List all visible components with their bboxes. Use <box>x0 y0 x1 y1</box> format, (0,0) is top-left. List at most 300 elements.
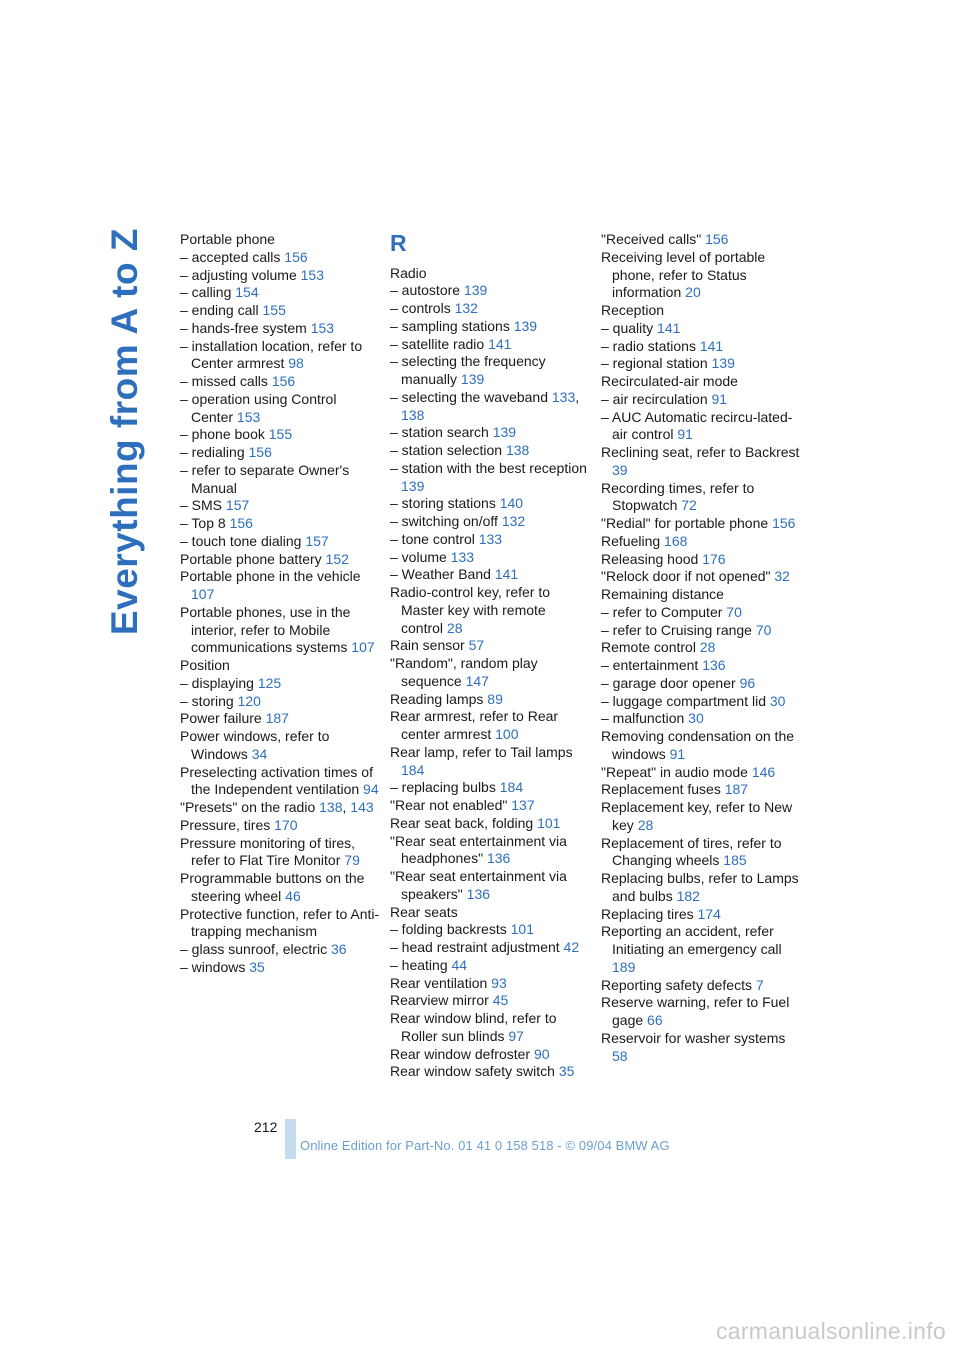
index-entry-text: Pressure, tires <box>180 816 271 833</box>
index-entry <box>390 1046 590 1064</box>
index-entry-text: – glass sunroof, electric <box>180 941 328 957</box>
page-reference-link[interactable]: 184 <box>401 761 425 778</box>
page-reference-link[interactable]: 28 <box>446 619 463 636</box>
index-entry <box>390 442 590 460</box>
page-reference-link[interactable]: 91 <box>669 745 686 762</box>
index-entry <box>180 533 380 551</box>
page-reference-link[interactable]: 101 <box>537 814 561 831</box>
index-entry <box>180 551 380 569</box>
index-entry-text: – autostore <box>390 282 461 299</box>
index-entry-text: – operation using Control Center <box>180 390 337 425</box>
page-number: 212 <box>254 1119 278 1135</box>
page-reference-link[interactable]: 168 <box>664 532 688 549</box>
page-reference-link[interactable]: 141 <box>488 335 512 352</box>
index-entry <box>390 531 590 549</box>
index-entry <box>390 1010 590 1046</box>
index-entry <box>180 941 380 959</box>
index-entry-text: – selecting the waveband <box>390 388 548 405</box>
index-entry <box>390 282 590 300</box>
index-entry-text: – Weather Band <box>390 566 491 583</box>
index-column-1 <box>180 231 380 977</box>
side-section-title-wrap <box>100 228 150 636</box>
index-entry <box>601 781 801 799</box>
index-entry <box>601 391 801 409</box>
index-entry-text: "Random", random play sequence <box>390 655 538 689</box>
index-entry-text: Replacement fuses <box>601 781 721 798</box>
index-entry <box>601 249 801 302</box>
index-entry-text: Replacing tires <box>601 905 694 922</box>
page-reference-link[interactable]: 70 <box>755 621 772 638</box>
index-entry-text: – accepted calls <box>180 248 281 265</box>
page-reference-link[interactable]: 146 <box>751 763 776 780</box>
index-entry <box>180 515 380 533</box>
page-reference-link[interactable]: 156 <box>705 231 729 247</box>
index-entry-text: – regional station <box>601 355 708 372</box>
index-entry-text: – controls <box>390 300 451 316</box>
index-entry-text: – radio stations <box>601 337 696 354</box>
index-entry <box>390 779 590 797</box>
index-entry-text: – garage door opener <box>601 674 736 691</box>
page-reference-link[interactable]: 125 <box>257 674 282 691</box>
index-entry <box>390 353 590 389</box>
index-entry-text: – Top 8 <box>180 515 226 531</box>
index-entry <box>390 921 590 939</box>
index-entry <box>601 551 801 569</box>
index-entry-text: – selecting the frequency manually <box>390 353 546 387</box>
index-entry-text: Rear ventilation <box>390 974 488 991</box>
page-reference-link[interactable]: 91 <box>677 426 693 443</box>
index-entry-text: Receiving level of portable phone, refer to Status information <box>601 248 766 301</box>
index-entry-text: Reservoir for washer systems <box>601 1029 786 1046</box>
index-entry <box>601 977 801 995</box>
index-entry <box>180 728 380 764</box>
index-entry <box>180 710 380 728</box>
index-entry-text: – satellite radio <box>390 335 485 352</box>
index-entry <box>601 906 801 924</box>
page-reference-link[interactable]: 93 <box>491 974 507 991</box>
page-reference-link[interactable]: 91 <box>711 390 728 407</box>
index-entry <box>180 302 380 320</box>
index-entry-text: – redialing <box>180 444 245 460</box>
page-reference-link[interactable]: 97 <box>508 1027 524 1044</box>
index-entry <box>601 409 801 445</box>
index-entry-text: – calling <box>180 284 232 301</box>
footer-edition-note: Online Edition for Part-No. 01 41 0 158 518 - © 09/04 BMW AG <box>300 1138 670 1153</box>
page-reference-link[interactable]: 98 <box>288 355 304 372</box>
index-entry-text: "Presets" on the radio <box>180 799 316 815</box>
page-reference-link[interactable]: 100 <box>495 726 519 742</box>
index-entry-text: Portable phone in the vehicle <box>180 568 361 585</box>
index-entry <box>390 815 590 833</box>
page-reference-link[interactable]: 46 <box>285 887 301 904</box>
page-reference-link[interactable]: 155 <box>262 302 286 318</box>
index-entry-text: – entertainment <box>601 657 699 673</box>
index-entry-text: Protective function, refer to Anti-trapping mechanism <box>180 905 380 940</box>
index-entry <box>180 764 380 800</box>
page-reference-link[interactable]: 107 <box>191 586 215 602</box>
index-entry <box>180 870 380 906</box>
index-entry <box>601 604 801 622</box>
page-reference-link[interactable]: 30 <box>688 710 704 727</box>
page-reference-link[interactable]: 156 <box>229 515 253 531</box>
page-reference-link[interactable]: 136 <box>486 850 511 867</box>
index-entry <box>601 693 801 711</box>
index-entry-text: Radio <box>390 264 427 281</box>
page-reference-link[interactable]: 89 <box>487 690 503 707</box>
index-entry <box>601 710 801 728</box>
index-entry-text: – hands-free system <box>180 319 307 336</box>
page-reference-link[interactable]: 139 <box>463 282 488 299</box>
index-entry-text: – air recirculation <box>601 390 708 407</box>
page-reference-link[interactable]: 133 <box>478 530 503 547</box>
index-entry <box>601 568 801 586</box>
page-reference-link[interactable]: 90 <box>533 1045 550 1062</box>
index-entry-text: – luggage compartment lid <box>601 692 766 709</box>
index-entry <box>390 336 590 354</box>
page-reference-link[interactable]: 36 <box>330 941 347 957</box>
page-reference-link[interactable]: 137 <box>511 797 535 813</box>
index-entry-text: Portable phone <box>180 231 275 247</box>
index-entry-text: – head restraint adjustment <box>390 939 560 955</box>
index-entry <box>390 833 590 869</box>
page-reference-link[interactable]: 152 <box>325 550 349 567</box>
index-entry-text: – volume <box>390 548 447 565</box>
index-entry <box>180 693 380 711</box>
index-entry <box>390 868 590 904</box>
page-reference-link[interactable]: 132 <box>454 300 478 316</box>
index-entry <box>601 302 801 320</box>
index-entry-text: – adjusting volume <box>180 266 297 283</box>
page-reference-link[interactable]: 170 <box>274 816 298 833</box>
page-reference-link[interactable]: 32 <box>774 568 790 585</box>
index-entry-text: Rear seat back, folding <box>390 814 534 831</box>
index-letter-heading: R <box>390 230 407 256</box>
index-entry <box>390 1063 590 1081</box>
page-reference-link[interactable]: 156 <box>772 515 796 531</box>
page-reference-link[interactable]: 96 <box>739 674 756 691</box>
page-reference-link[interactable]: 101 <box>510 921 534 938</box>
index-entry <box>180 657 380 675</box>
index-entry <box>601 1030 801 1066</box>
page-reference-link[interactable]: 39 <box>612 461 628 478</box>
page-reference-link[interactable]: 57 <box>468 637 485 654</box>
index-entry-text: – windows <box>180 958 246 975</box>
index-entry <box>390 460 590 496</box>
page-reference-link[interactable]: 176 <box>702 550 726 567</box>
index-entry <box>390 744 590 780</box>
index-entry-text: Reporting an accident, refer Initiating an emergency call <box>601 923 782 957</box>
page-reference-link[interactable]: 136 <box>466 885 491 902</box>
page-reference-link[interactable]: 133 <box>450 548 475 565</box>
index-entry <box>390 691 590 709</box>
page-reference-link[interactable]: 7 <box>755 976 764 993</box>
index-entry-text: – missed calls <box>180 373 268 389</box>
index-entry-text: Rear window defroster <box>390 1045 531 1062</box>
index-entry <box>601 639 801 657</box>
page-reference-link[interactable]: 139 <box>401 477 425 494</box>
page-reference-link[interactable]: 70 <box>726 603 742 620</box>
page-reference-link[interactable]: 35 <box>249 958 265 975</box>
side-section-title: Everything from A to Z <box>104 228 145 636</box>
page-reference-link[interactable]: 138 <box>319 799 343 815</box>
index-entry-text: Replacement key, refer to New key <box>601 799 793 833</box>
index-entry <box>601 675 801 693</box>
page-reference-link[interactable]: 155 <box>268 426 293 443</box>
index-entry-text: – switching on/off <box>390 513 498 529</box>
index-entry <box>390 424 590 442</box>
footer-accent-bar <box>285 1119 296 1159</box>
index-entry-text: – tone control <box>390 530 475 547</box>
index-entry-text: Portable phone battery <box>180 550 322 567</box>
page-reference-link[interactable]: 139 <box>492 424 517 441</box>
page-reference-link[interactable]: 132 <box>501 513 526 529</box>
index-entry-text: – station search <box>390 424 489 441</box>
index-entry <box>601 231 801 249</box>
index-entry-text: "Relock door if not opened" <box>601 568 771 585</box>
index-entry-text: Power failure <box>180 710 262 727</box>
page-reference-link[interactable]: 156 <box>271 373 296 389</box>
index-entry-text: Reserve warning, refer to Fuel gage <box>601 994 790 1028</box>
index-entry-text: – ending call <box>180 302 259 318</box>
page-reference-link[interactable]: 157 <box>305 532 329 549</box>
page-reference-link[interactable]: 189 <box>612 958 636 975</box>
page-reference-link[interactable]: 34 <box>251 745 268 762</box>
index-entry <box>390 318 590 336</box>
index-entry-text: Rearview mirror <box>390 992 489 1009</box>
index-entry <box>601 355 801 373</box>
index-entry-text: Preselecting activation times of the Independent ventilation <box>180 763 373 798</box>
index-entry-text: Releasing hood <box>601 550 699 567</box>
index-entry-text: – refer to Cruising range <box>601 621 752 638</box>
index-entry-text: Reception <box>601 302 665 318</box>
index-entry <box>180 568 380 604</box>
index-entry <box>180 497 380 515</box>
index-entry-text: Replacing bulbs, refer to Lamps and bulbs <box>601 870 799 904</box>
index-entry-text: – replacing bulbs <box>390 779 496 796</box>
index-entry <box>601 835 801 871</box>
index-entry-text: – quality <box>601 319 654 336</box>
index-entry <box>601 923 801 976</box>
index-entry: "Presets" on the radio 138, 143 <box>180 799 374 815</box>
index-entry-text: Recording times, refer to Stopwatch <box>601 479 755 514</box>
index-entry <box>390 300 590 318</box>
page-reference-link[interactable]: 157 <box>225 497 250 514</box>
page-reference-link[interactable]: 143 <box>350 799 374 815</box>
index-entry <box>180 444 380 462</box>
index-entry-text: Reporting safety defects <box>601 976 752 993</box>
index-entry <box>390 957 590 975</box>
index-entry-text: "Rear seat entertainment via headphones" <box>390 832 567 867</box>
page-reference-link[interactable]: 30 <box>769 692 786 709</box>
index-entry-text: – heating <box>390 956 448 973</box>
index-entry <box>180 426 380 444</box>
index-entry-text: – sampling stations <box>390 317 510 334</box>
index-entry <box>601 728 801 764</box>
index-entry <box>180 959 380 977</box>
page-reference-link[interactable]: 94 <box>363 781 379 798</box>
index-entry <box>390 584 590 637</box>
index-entry <box>601 586 801 604</box>
page-reference-link[interactable]: 44 <box>451 956 468 973</box>
index-entry-text: Rain sensor <box>390 637 465 654</box>
page-reference-link[interactable]: 147 <box>465 672 489 689</box>
index-entry <box>601 622 801 640</box>
index-entry-text: Reading lamps <box>390 690 484 707</box>
index-column-2 <box>390 231 590 1081</box>
page-reference-link[interactable]: 141 <box>494 566 519 583</box>
page-reference-link[interactable]: 120 <box>237 692 261 709</box>
index-entry: – selecting the waveband 133, 138 <box>390 388 580 423</box>
index-entry-text: – folding backrests <box>390 921 507 938</box>
index-entry <box>180 817 380 835</box>
page-reference-link[interactable]: 184 <box>499 779 524 796</box>
page-reference-link[interactable]: 140 <box>499 495 524 512</box>
page-reference-link[interactable]: 66 <box>647 1012 663 1028</box>
index-entry-text: – station selection <box>390 442 503 458</box>
index-entry <box>390 655 590 691</box>
index-entry <box>180 604 380 657</box>
index-entry <box>601 870 801 906</box>
index-entry-text: Remote control <box>601 639 696 656</box>
index-entry <box>390 495 590 513</box>
index-entry-text: Position <box>180 657 230 673</box>
index-entry-text: Rear seats <box>390 903 458 920</box>
index-entry-text: Radio-control key, refer to Master key with remote control <box>390 584 551 636</box>
index-entry-text: – installation location, refer to Center armrest <box>180 337 363 372</box>
index-entry-text: Remaining distance <box>601 586 724 602</box>
index-entry <box>180 373 380 391</box>
index-entry <box>601 338 801 356</box>
index-column-3 <box>601 231 801 1065</box>
index-entry <box>601 515 801 533</box>
index-entry <box>390 939 590 957</box>
page-reference-link[interactable]: 153 <box>236 408 261 425</box>
index-entry <box>180 231 380 249</box>
index-entry <box>180 462 380 498</box>
index-entry <box>180 391 380 427</box>
page-reference-link[interactable]: 139 <box>460 371 485 387</box>
index-entry <box>390 513 590 531</box>
index-entry <box>601 657 801 675</box>
index-entry-text: – SMS <box>180 497 223 514</box>
page-reference-link[interactable]: 107 <box>351 639 375 656</box>
index-entry-text: – storing stations <box>390 495 496 512</box>
page-reference-link[interactable]: 136 <box>702 657 726 673</box>
index-entry-text: Removing condensation on the windows <box>601 728 795 762</box>
page-reference-link[interactable]: 187 <box>265 710 289 727</box>
index-entry-text: – storing <box>180 692 234 709</box>
index-entry-text: – displaying <box>180 674 254 691</box>
index-entry-text: "Rear seat entertainment via speakers" <box>390 868 567 902</box>
index-entry-text: "Repeat" in audio mode <box>601 763 748 780</box>
index-entry-text: – touch tone dialing <box>180 532 302 549</box>
index-entry <box>180 906 380 942</box>
page-reference-link[interactable]: 141 <box>657 319 681 336</box>
page-reference-link[interactable]: 28 <box>699 639 716 656</box>
watermark: carmanualsonline.info <box>715 1318 946 1344</box>
index-entry-text: "Rear not enabled" <box>390 797 508 813</box>
index-entry-text: Rear window safety switch <box>390 1063 555 1080</box>
page-reference-link[interactable]: 153 <box>300 266 324 283</box>
index-entry <box>390 708 590 744</box>
page-reference-link[interactable]: 156 <box>284 248 308 265</box>
index-entry-text: Replacement of tires, refer to Changing wheels <box>601 834 782 869</box>
index-entry <box>390 797 590 815</box>
index-entry-text: "Redial" for portable phone <box>601 515 769 531</box>
page-reference-link[interactable]: 138 <box>401 406 425 423</box>
page-reference-link[interactable]: 72 <box>681 497 697 514</box>
page-reference-link[interactable]: 28 <box>637 816 654 833</box>
index-entry <box>180 284 380 302</box>
index-entry-text: "Received calls" <box>601 231 702 247</box>
index-entry-text: – refer to separate Owner's Manual <box>180 461 350 496</box>
page-reference-link[interactable]: 42 <box>563 939 580 955</box>
index-entry-text: Rear armrest, refer to Rear center armrest <box>390 708 559 742</box>
page-reference-link[interactable]: 141 <box>699 337 724 354</box>
index-entry-text: Recirculated-air mode <box>601 373 738 389</box>
index-entry <box>601 320 801 338</box>
index-entry <box>180 835 380 871</box>
index-entry <box>390 992 590 1010</box>
page-reference-link[interactable]: 153 <box>310 319 335 336</box>
page-reference-link[interactable]: 156 <box>248 444 272 460</box>
index-entry <box>180 320 380 338</box>
page-reference-link[interactable]: 79 <box>344 852 360 869</box>
page-reference-link[interactable]: 185 <box>723 852 747 869</box>
page-reference-link[interactable]: 58 <box>612 1047 628 1064</box>
index-entry-text: Power windows, refer to Windows <box>180 728 330 762</box>
index-entry <box>390 265 590 283</box>
page-reference-link[interactable]: 45 <box>492 992 509 1009</box>
index-entry-text: – AUC Automatic recircu-lated-air control <box>601 408 793 443</box>
index-entry-text: Pressure monitoring of tires, refer to Flat Tire Monitor <box>180 834 356 869</box>
index-entry <box>180 249 380 267</box>
index-entry <box>180 338 380 374</box>
index-entry <box>601 533 801 551</box>
index-entry <box>390 566 590 584</box>
index-entry <box>390 975 590 993</box>
index-entry <box>390 549 590 567</box>
page-reference-link[interactable]: 20 <box>685 284 701 301</box>
index-entry <box>390 904 590 922</box>
page-reference-link[interactable]: 35 <box>558 1063 575 1080</box>
index-entry-text: – station with the best reception <box>390 459 587 476</box>
index-entry-text: Programmable buttons on the steering wheel <box>180 870 365 904</box>
index-entry <box>601 373 801 391</box>
index-entry-text: Rear window blind, refer to Roller sun blinds <box>390 1010 557 1044</box>
page-reference-link[interactable]: 133 <box>551 388 576 405</box>
index-entry <box>601 480 801 516</box>
index-entry-text: – malfunction <box>601 710 685 727</box>
index-entry <box>180 267 380 285</box>
index-entry <box>601 764 801 782</box>
index-entry <box>180 675 380 693</box>
index-entry-text: Portable phones, use in the interior, refer to Mobile communications systems <box>180 603 351 656</box>
index-entry <box>390 637 590 655</box>
index-entry <box>601 799 801 835</box>
page-reference-link[interactable]: 139 <box>513 317 538 334</box>
page-reference-link[interactable]: 154 <box>235 284 259 301</box>
page-reference-link[interactable]: 138 <box>505 442 530 458</box>
page-reference-link[interactable]: 182 <box>676 887 700 904</box>
page-reference-link[interactable]: 174 <box>697 905 721 922</box>
index-entry-text: – refer to Computer <box>601 603 723 620</box>
page-reference-link[interactable]: 187 <box>724 781 749 798</box>
index-entry-text: – phone book <box>180 426 265 443</box>
index-entry <box>601 994 801 1030</box>
page-reference-link[interactable]: 139 <box>711 355 735 372</box>
index-entry-text: Rear lamp, refer to Tail lamps <box>390 743 573 760</box>
